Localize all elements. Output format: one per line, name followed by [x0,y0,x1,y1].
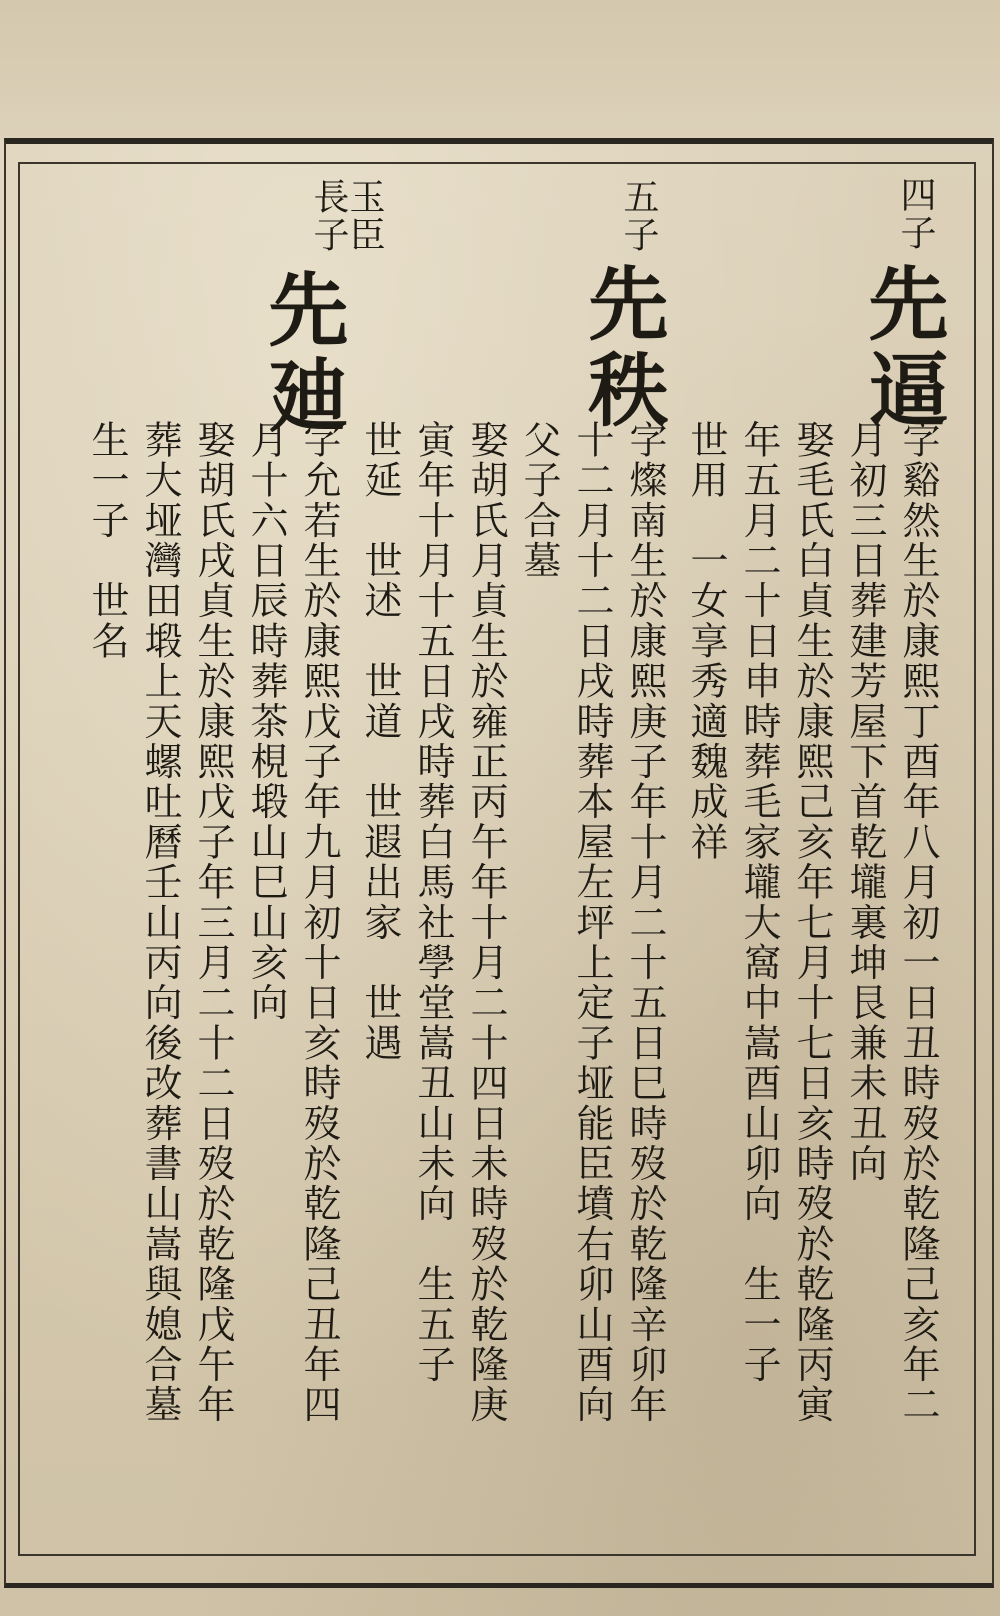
entry-text-line: 十二月十二日戌時葬本屋左坪上定子垭能臣墳右卯山酉向 [570,420,614,1425]
entry-text-line: 字谿然生於康熙丁酉年八月初一日丑時歿於乾隆己亥年二 [896,420,940,1425]
entry-name: 先逼 [855,262,949,434]
entry-text-line: 娶胡氏戌貞生於康熙戊子年三月二十二日歿於乾隆戊午年 [191,420,235,1425]
entry-name: 先秩 [575,262,669,434]
entry-text-line: 字允若生於康熙戊子年九月初十日亥時歿於乾隆己丑年四 [297,420,341,1425]
entry-label: 玉臣長子 [308,178,385,254]
entry-text-line: 寅年十月十五日戌時葬白馬社學堂嵩丑山未向 生五子 [411,420,455,1385]
entry-text-line: 娶毛氏白貞生於康熙己亥年七月十七日亥時歿於乾隆丙寅 [790,420,834,1425]
entry-text-line: 世用 一女享秀適魏成祥 [684,420,728,863]
entry-text-line: 年五月二十日申時葬毛家壠大窩中嵩酉山卯向 生一子 [737,420,781,1385]
entry-text-line: 娶胡氏月貞生於雍正丙午年十月二十四日未時歿於乾隆庚 [464,420,508,1425]
entry-text-line: 月初三日葬建芳屋下首乾壠裏坤艮兼未丑向 [843,420,887,1184]
entry-label: 五子 [618,178,659,254]
entry-name: 先廸 [255,268,349,440]
entry-text-line: 父子合墓 [517,420,561,581]
entry-text-line: 葬大垭灣田塅上天螺吐曆壬山丙向後改葬書山嵩與媳合墓 [138,420,182,1425]
top-margin [0,0,1000,140]
entry-label: 四子 [895,176,936,252]
entry-text-line: 月十六日辰時葬茶梘塅山巳山亥向 [244,420,288,1023]
entry-text-line: 生一子 世名 [85,420,129,662]
entry-text-line: 字燦南生於康熙庚子年十月二十五日巳時歿於乾隆辛卯年 [623,420,667,1425]
entry-text-line: 世延 世述 世道 世遐出家 世遇 [358,420,402,1064]
